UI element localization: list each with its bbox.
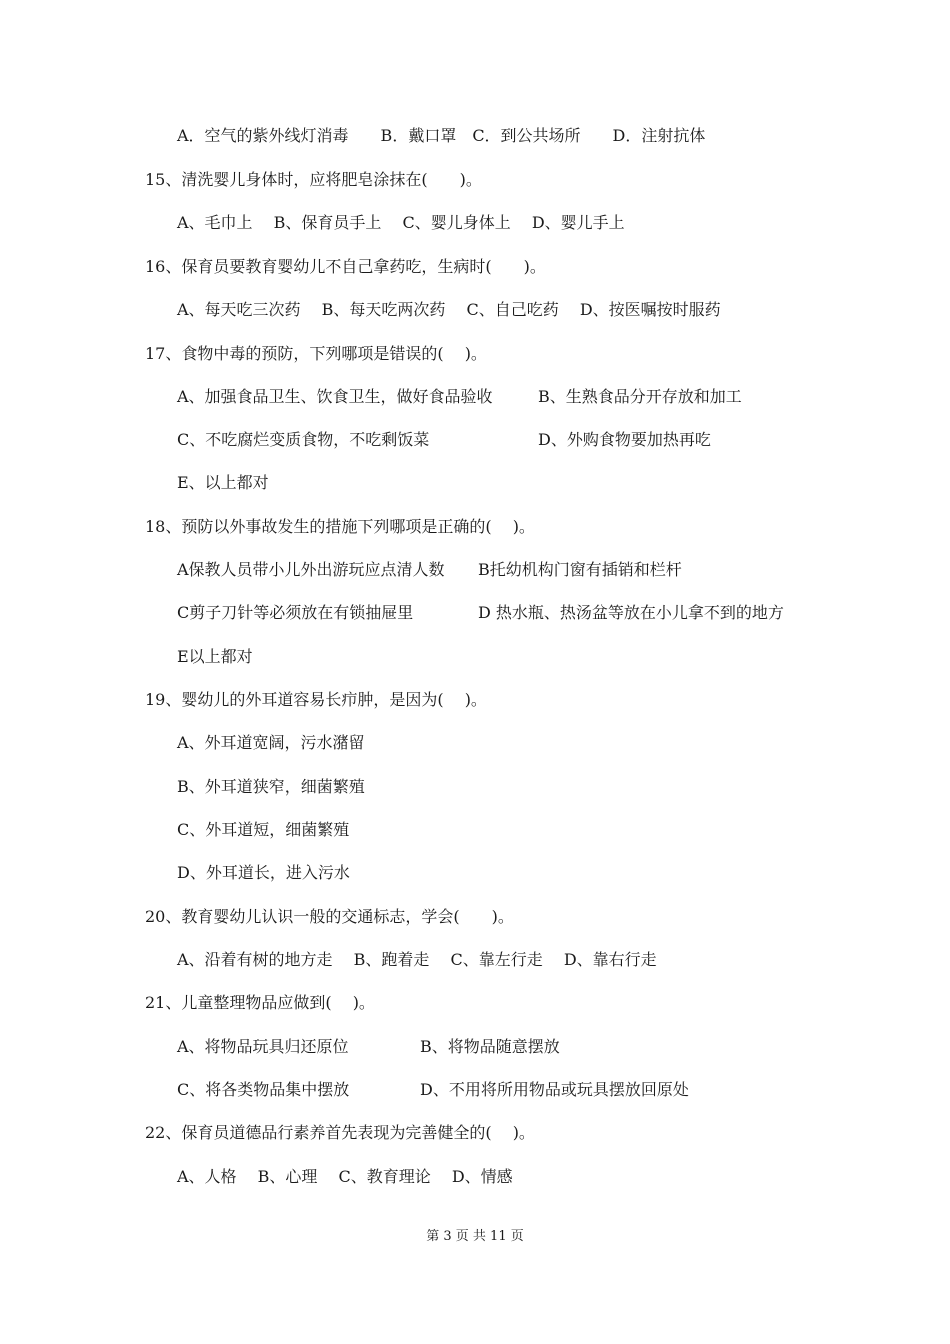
q21-option-b: B、将物品随意摆放 xyxy=(420,1037,560,1056)
q18-option-e: E以上都对 xyxy=(177,647,253,666)
q14-options: A．空气的紫外线灯消毒 B．戴口罩 C．到公共场所 D．注射抗体 xyxy=(177,126,706,145)
q19-option-c: C、外耳道短，细菌繁殖 xyxy=(177,820,350,839)
q21-option-d: D、不用将所用物品或玩具摆放回原处 xyxy=(420,1080,689,1099)
q20-stem: 20、教育婴幼儿认识一般的交通标志，学会( )。 xyxy=(145,907,514,926)
q17-option-d: D、外购食物要加热再吃 xyxy=(538,430,711,449)
q17-stem: 17、食物中毒的预防，下列哪项是错误的( )。 xyxy=(145,344,487,363)
q19-option-b: B、外耳道狭窄，细菌繁殖 xyxy=(177,777,365,796)
q19-option-d: D、外耳道长，进入污水 xyxy=(177,863,350,882)
q20-options: A、沿着有树的地方走 B、跑着走 C、靠左行走 D、靠右行走 xyxy=(177,950,657,969)
q15-options: A、毛巾上 B、保育员手上 C、婴儿身体上 D、婴儿手上 xyxy=(177,213,625,232)
q21-stem: 21、儿童整理物品应做到( )。 xyxy=(145,993,375,1012)
q19-stem: 19、婴幼儿的外耳道容易长疖肿，是因为( )。 xyxy=(145,690,487,709)
q21-option-c: C、将各类物品集中摆放 xyxy=(177,1080,350,1099)
q15-stem: 15、清洗婴儿身体时，应将肥皂涂抹在( )。 xyxy=(145,170,482,189)
page-number-footer: 第 3 页 共 11 页 xyxy=(426,1229,524,1244)
q19-option-a: A、外耳道宽阔，污水潴留 xyxy=(177,733,365,752)
q17-option-c: C、不吃腐烂变质食物，不吃剩饭菜 xyxy=(177,430,430,449)
q17-option-e: E、以上都对 xyxy=(177,473,269,492)
q18-option-d: D 热水瓶、热汤盆等放在小儿拿不到的地方 xyxy=(478,603,784,622)
q18-stem: 18、预防以外事故发生的措施下列哪项是正确的( )。 xyxy=(145,517,535,536)
q18-option-b: B托幼机构门窗有插销和栏杆 xyxy=(478,560,682,579)
q22-stem: 22、保育员道德品行素养首先表现为完善健全的( )。 xyxy=(145,1123,535,1142)
q16-options: A、每天吃三次药 B、每天吃两次药 C、自己吃药 D、按医嘱按时服药 xyxy=(177,300,721,319)
q22-options: A、人格 B、心理 C、教育理论 D、情感 xyxy=(177,1167,513,1186)
q17-option-a: A、加强食品卫生、饮食卫生，做好食品验收 xyxy=(177,387,493,406)
q18-option-a: A保教人员带小儿外出游玩应点清人数 xyxy=(177,560,445,579)
q17-option-b: B、生熟食品分开存放和加工 xyxy=(538,387,742,406)
q18-option-c: C剪子刀针等必须放在有锁抽屉里 xyxy=(177,603,414,622)
q21-option-a: A、将物品玩具归还原位 xyxy=(177,1037,349,1056)
q16-stem: 16、保育员要教育婴幼儿不自己拿药吃，生病时( )。 xyxy=(145,257,546,276)
